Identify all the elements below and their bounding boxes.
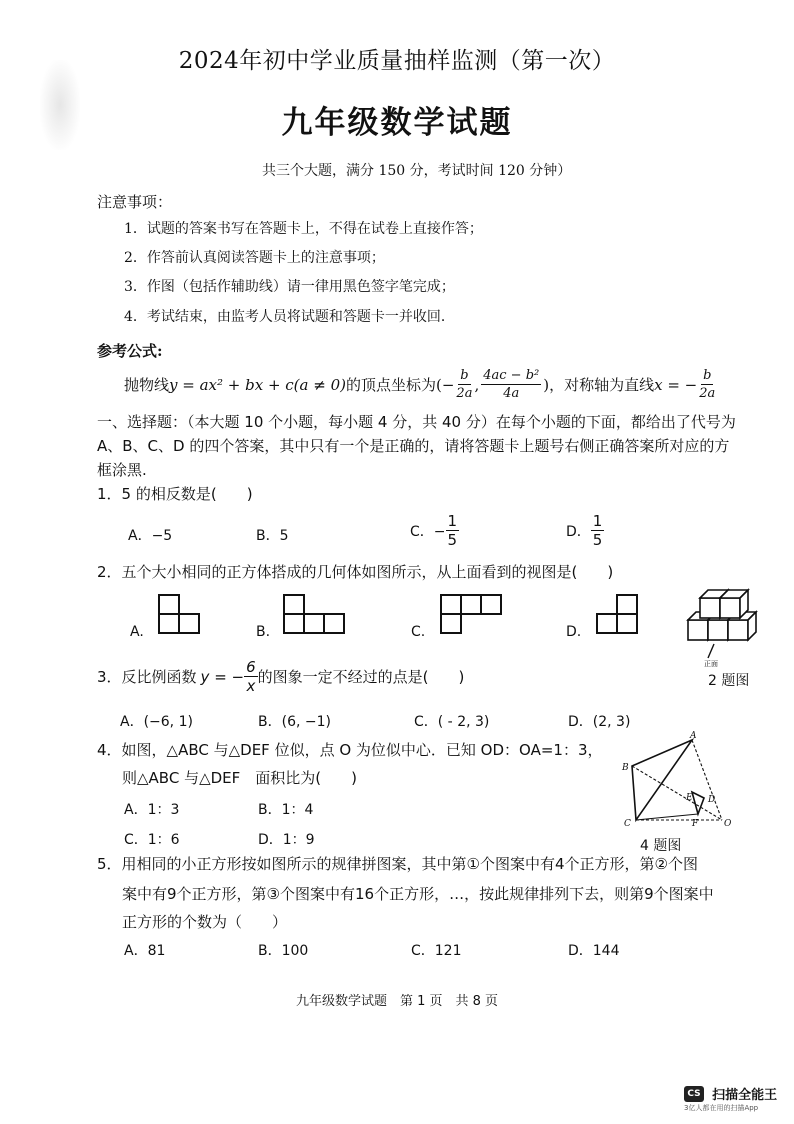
question-2-option-a: A. — [130, 624, 144, 640]
question-4-option-b: B．1：4 — [258, 802, 314, 818]
fraction-numerator: 6 — [246, 658, 256, 676]
option-label: C．− — [410, 523, 446, 540]
similar-triangles-figure — [612, 730, 742, 840]
stem-prefix: 3．反比例函数 — [97, 668, 197, 686]
fraction — [446, 512, 460, 549]
notes-heading: 注意事项： — [97, 193, 173, 211]
formula-minus: − — [441, 375, 455, 394]
function-expression: y = − — [200, 667, 245, 686]
question-5-line-2: 案中有9个正方形，第③个图案中有16个正方形，…，按此规律排列下去，则第9个图案中 — [122, 885, 714, 903]
note-item: 2．作答前认真阅读答题卡上的注意事项； — [124, 250, 385, 266]
question-1-option-c — [410, 512, 459, 549]
axis-fraction — [699, 367, 715, 402]
vertex-x-fraction — [456, 367, 472, 402]
question-2-option-c: C. — [411, 624, 426, 640]
watermark-app-name: 扫描全能王 — [712, 1088, 778, 1103]
question-1-option-a: A．−5 — [128, 528, 173, 544]
question-2-option-d: D. — [566, 624, 582, 640]
camscanner-logo-icon: CS — [684, 1086, 704, 1102]
point-label: A — [690, 731, 697, 741]
option-a-grid-figure — [158, 594, 200, 634]
front-view-label: 正面 — [704, 660, 718, 668]
option-label: D． — [566, 523, 591, 540]
question-4-option-c: C．1：6 — [124, 832, 180, 848]
question-5-option-d: D．144 — [568, 943, 620, 959]
fraction-denominator: 4a — [503, 386, 520, 401]
question-2-stem: 2．五个大小相同的正方体搭成的几何体如图所示，从上面看到的视图是( ) — [97, 563, 614, 581]
note-item: 4．考试结束，由监考人员将试题和答题卡一并收回． — [124, 309, 455, 325]
question-1-option-b: B．5 — [256, 528, 289, 544]
formula-prefix: 抛物线 — [124, 376, 170, 394]
fraction-denominator: 5 — [447, 531, 458, 549]
formula-axis-text: )，对称轴为直线 — [543, 376, 655, 394]
point-label: B — [622, 763, 629, 773]
note-item: 1．试题的答案书写在答题卡上，不得在试卷上直接作答； — [124, 221, 483, 237]
question-5-line-1: 5．用相同的小正方形按如图所示的规律拼图案，其中第①个图案中有4个正方形，第②个图 — [97, 855, 698, 873]
note-item: 3．作图（包括作辅助线）请一律用黑色签字笔完成； — [124, 279, 455, 295]
question-4-line-1: 4．如图，△ABC 与△DEF 位似，点 O 为位似中心．已知 OD：OA=1：3， — [97, 741, 603, 759]
fraction-numerator: b — [703, 368, 712, 383]
fraction-denominator: 2a — [699, 386, 716, 401]
question-1-stem: 1．5 的相反数是( ) — [97, 485, 253, 503]
fraction — [591, 512, 605, 549]
option-b-grid-figure — [283, 594, 345, 634]
vertex-y-fraction — [481, 367, 541, 402]
watermark-tagline: 3亿人都在用的扫描App — [684, 1104, 759, 1112]
fraction-denominator: 5 — [592, 531, 603, 549]
fraction — [244, 658, 258, 695]
question-4-figure-label: 4 题图 — [640, 838, 682, 854]
point-label: E — [686, 793, 693, 803]
formula-middle: 的顶点坐标为( — [345, 376, 442, 394]
question-3-option-b: B．(6, −1) — [258, 714, 331, 730]
page-footer: 九年级数学试题 第 1 页 共 8 页 — [295, 994, 499, 1009]
stem-suffix: 的图象一定不经过的点是( ) — [257, 668, 465, 686]
scanner-watermark — [684, 1083, 778, 1112]
question-3-option-d: D．(2, 3) — [568, 714, 631, 730]
point-label: O — [724, 819, 732, 829]
question-2-figure-label: 2 题图 — [708, 673, 750, 689]
question-4-option-d: D．1：9 — [258, 832, 315, 848]
exam-subtitle: 九年级数学试题 — [281, 105, 513, 141]
fraction-numerator: b — [460, 368, 469, 383]
question-3-stem — [97, 658, 464, 695]
question-5-option-b: B．100 — [258, 943, 309, 959]
formula-heading: 参考公式: — [97, 342, 163, 360]
point-label: F — [692, 819, 699, 829]
exam-title: 2024年初中学业质量抽样监测（第一次） — [178, 48, 616, 74]
cube-stack-figure — [686, 584, 770, 664]
question-3-option-a: A．(−6, 1) — [120, 714, 193, 730]
fraction-denominator: 2a — [456, 386, 473, 401]
point-label: C — [624, 819, 631, 829]
formula-axis-eq: x = − — [654, 375, 698, 394]
formula-equation: y = ax² + bx + c(a ≠ 0) — [169, 375, 346, 394]
question-5-line-3: 正方形的个数为（ ） — [122, 913, 288, 931]
question-4-line-2: 则△ABC 与△DEF 面积比为( ) — [122, 769, 357, 787]
exam-info: 共三个大题，满分 150 分，考试时间 120 分钟） — [262, 163, 572, 179]
reference-formula — [124, 367, 717, 402]
formula-comma: , — [474, 375, 480, 394]
option-d-grid-figure — [596, 594, 638, 634]
fraction-denominator: x — [246, 677, 256, 695]
option-c-grid-figure — [440, 594, 502, 634]
question-5-option-a: A．81 — [124, 943, 166, 959]
question-2-option-b: B. — [256, 624, 271, 640]
fraction-numerator: 4ac − b² — [483, 368, 540, 383]
fraction-numerator: 1 — [447, 512, 458, 530]
question-3-option-c: C．( - 2, 3) — [414, 714, 490, 730]
question-1-option-d — [566, 512, 604, 549]
fraction-numerator: 1 — [592, 512, 603, 530]
question-5-option-c: C．121 — [411, 943, 462, 959]
question-4-option-a: A．1：3 — [124, 802, 180, 818]
point-label: D — [708, 795, 716, 805]
section-instructions: 一、选择题：（本大题 10 个小题，每小题 4 分，共 40 分）在每个小题的下面，都给出了代号为 A、B、C、D 的四个答案，其中只有一个是正确的，请将答题卡上题号右侧正确答案所对应的方框涂黑. — [97, 413, 736, 479]
